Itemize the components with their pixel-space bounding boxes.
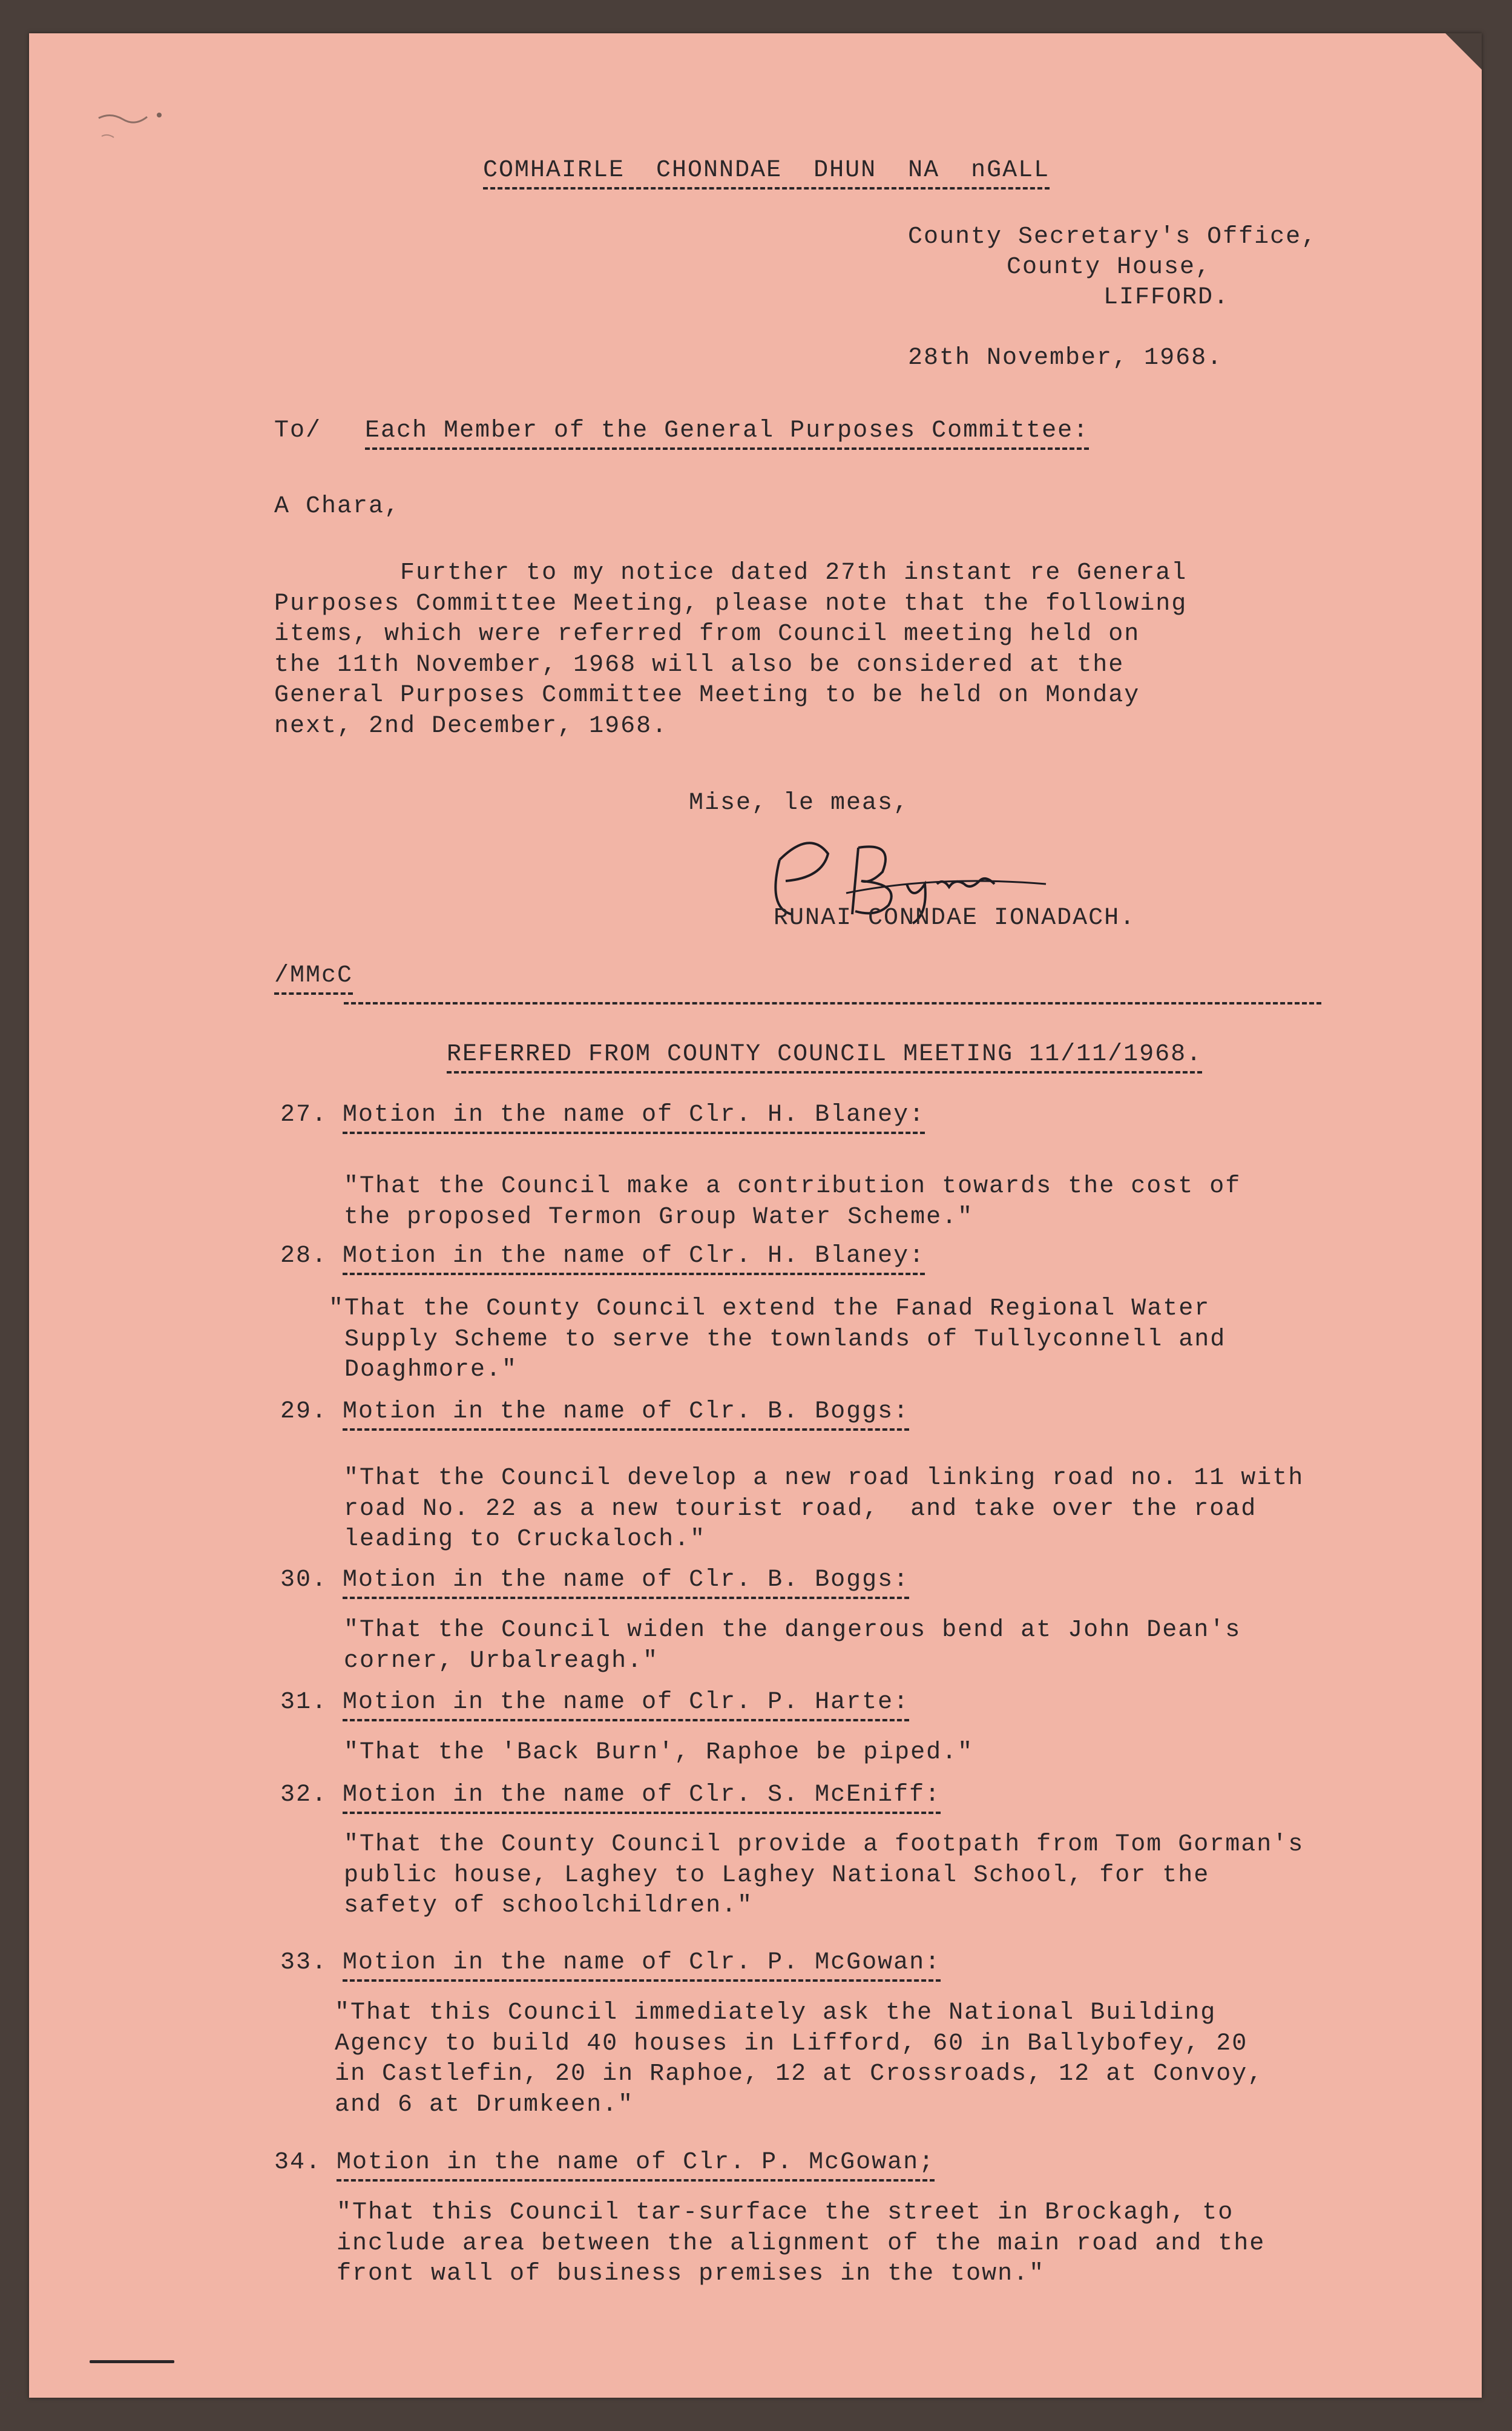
motion-text: "That the Council make a contribution towards the cost of the proposed Termon Group Water Scheme." [344, 1173, 1241, 1231]
item-number: 28. [280, 1242, 328, 1270]
motion-text: "That the Council develop a new road linking road no. 11 with road No. 22 as a new tourist road, and take over the road leading to Cruckaloch." [344, 1465, 1304, 1553]
motion-text: "That this Council tar-surface the street in Brockagh, to include area between the alignment of the main road and the front wall of business premises in the town." [337, 2199, 1266, 2288]
motion-heading: Motion in the name of Clr. B. Boggs: [343, 1397, 909, 1431]
motion-heading: Motion in the name of Clr. S. McEniff: [343, 1780, 941, 1814]
motion-heading: Motion in the name of Clr. B. Boggs: [343, 1565, 909, 1599]
motion-heading: Motion in the name of Clr. H. Blaney: [343, 1100, 925, 1134]
item-number: 33. [280, 1949, 328, 1976]
motion-text: "That the Council widen the dangerous bend at John Dean's corner, Urbalreagh." [344, 1617, 1241, 1675]
motion-heading: Motion in the name of Clr. P. McGowan: [343, 1948, 941, 1982]
item-number: 31. [280, 1689, 328, 1716]
to-prefix: To/ [274, 417, 322, 444]
ink-smudge [93, 100, 214, 148]
address-line-1: County Secretary's Office, [908, 223, 1318, 251]
item-number: 27. [280, 1101, 328, 1129]
addressee-line: Each Member of the General Purposes Committee: [365, 416, 1089, 450]
margin-ink-mark [90, 2360, 174, 2363]
sign-off: Mise, le meas, [689, 790, 910, 817]
address-line-2: County House, [1007, 254, 1212, 281]
item-number: 29. [280, 1398, 328, 1425]
document-page [29, 33, 1482, 2398]
motion-text: "That the 'Back Burn', Raphoe be piped." [344, 1739, 974, 1766]
salutation: A Chara, [274, 493, 401, 520]
motion-heading: Motion in the name of Clr. P. McGowan; [337, 2148, 935, 2182]
motion-text: "That the County Council provide a footpath from Tom Gorman's public house, Laghey to Laghey National School, for the safety of schoolchildren." [344, 1831, 1304, 1919]
item-number: 32. [280, 1781, 328, 1809]
reference-initials: /MMcC [274, 961, 353, 995]
page-corner [1445, 33, 1482, 70]
letterhead: COMHAIRLE CHONNDAE DHUN NA nGALL [483, 156, 1050, 190]
motion-text: "That the County Council extend the Fanad Regional Water Supply Scheme to serve the townlands of Tullyconnell and Doaghmore." [329, 1295, 1226, 1384]
item-number: 34. [274, 2149, 322, 2176]
divider-rule [344, 1002, 1321, 1004]
motion-heading: Motion in the name of Clr. P. Harte: [343, 1687, 909, 1721]
address-line-3: LIFFORD. [1103, 284, 1230, 311]
section-heading: REFERRED FROM COUNTY COUNCIL MEETING 11/11/1968. [447, 1040, 1202, 1074]
body-paragraph: Further to my notice dated 27th instant re General Purposes Committee Meeting, please note that the following items, which were referred from Council meeting held on the 11th November, 1968 will also be considered at the General Purposes Committee Meeting to be held on Monday next, 2nd December, 1968. [274, 559, 1188, 740]
motion-text: "That this Council immediately ask the National Building Agency to build 40 houses in Lifford, 60 in Ballybofey, 20 in Castlefin, 20 in Raphoe, 12 at Crossroads, 12 at Convoy, and 6 at Drumkeen." [335, 1999, 1264, 2119]
signatory-title: RUNAI CONNDAE IONADACH. [774, 905, 1136, 932]
item-number: 30. [280, 1566, 328, 1594]
motion-heading: Motion in the name of Clr. H. Blaney: [343, 1241, 925, 1275]
letter-date: 28th November, 1968. [908, 345, 1223, 372]
